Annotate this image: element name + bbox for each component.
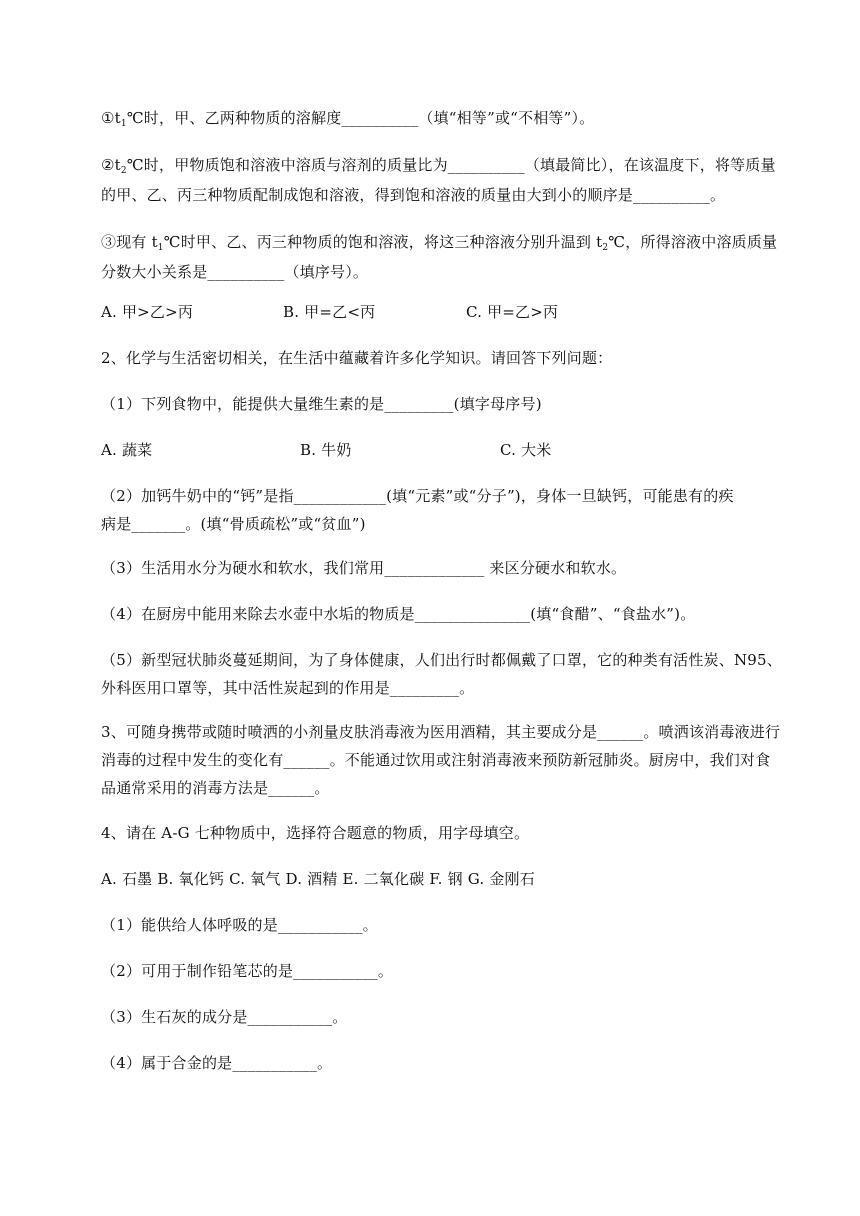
q2-sub3: （3）生活用水分为硬水和软水，我们常用_____________ 来区分硬水和软水。 xyxy=(101,559,627,577)
q3-line1: 3、可随身携带或随时喷洒的小剂量皮肤消毒液为医用酒精，其主要成分是______。喷洒该消毒液进行 xyxy=(101,723,781,741)
subscript-2: 2 xyxy=(602,243,609,253)
q1-part3-text: ℃时甲、乙、丙三种物质的饱和溶液，将这三种溶液分别升温到 t xyxy=(163,233,603,251)
q4-options: A. 石墨 B. 氧化钙 C. 氧气 D. 酒精 E. 二氧化碳 F. 钢 G. 金刚石 xyxy=(101,870,535,888)
q1-options xyxy=(101,302,701,322)
q4-sub4: （4）属于合金的是___________。 xyxy=(101,1054,333,1072)
q4-stem: 4、请在 A-G 七种物质中，选择符合题意的物质，用字母填空。 xyxy=(101,824,530,842)
q1-part1 xyxy=(101,108,594,131)
q1-option-a: A. 甲>乙>丙 xyxy=(101,303,194,321)
q1-part3-prefix: ③现有 t xyxy=(101,233,158,251)
q4-sub2: （2）可用于制作铅笔芯的是___________。 xyxy=(101,962,394,980)
q4-sub1: （1）能供给人体呼吸的是___________。 xyxy=(101,916,378,934)
q1-option-b: B. 甲=乙<丙 xyxy=(283,303,376,321)
q1-part2-line1 xyxy=(101,155,776,178)
q1-part1-text: ℃时，甲、乙两种物质的溶解度__________（填“相等”或“不相等”）。 xyxy=(126,109,595,127)
q3-line3: 品通常采用的消毒方法是______。 xyxy=(101,779,330,797)
q2-sub5-line1: （5）新型冠状肺炎蔓延期间，为了身体健康，人们出行时都佩戴了口罩，它的种类有活性炭、N95、 xyxy=(101,651,782,669)
q1-part3-line1 xyxy=(101,232,777,255)
q1-part2-prefix: ②t xyxy=(101,156,121,174)
q2-sub2-line1: （2）加钙牛奶中的“钙”是指____________(填“元素”或“分子”)，身体一旦缺钙，可能患有的疾 xyxy=(101,487,734,505)
q3-line2: 消毒的过程中发生的变化有______。不能通过饮用或注射消毒液来预防新冠肺炎。厨房中，我们对食 xyxy=(101,751,771,769)
subscript-1: 1 xyxy=(120,119,127,129)
q2-sub1-options xyxy=(101,440,701,460)
q2-sub2-line2: 病是_______。(填“骨质疏松”或“贫血”) xyxy=(101,515,366,533)
q2-sub5-line2: 外科医用口罩等，其中活性炭起到的作用是_________。 xyxy=(101,679,475,697)
q1-option-c: C. 甲=乙>丙 xyxy=(466,303,559,321)
q4-sub3: （3）生石灰的成分是___________。 xyxy=(101,1008,348,1026)
q2-sub4: （4）在厨房中能用来除去水壶中水垢的物质是_______________(填“食醋”、“食盐水”)。 xyxy=(101,605,696,623)
q2-sub1: （1）下列食物中，能提供大量维生素的是_________(填字母序号) xyxy=(101,395,542,413)
q1-part1-prefix: ①t xyxy=(101,109,121,127)
q2-option-b: B. 牛奶 xyxy=(300,441,352,459)
subscript-1: 1 xyxy=(157,243,164,253)
q2-option-c: C. 大米 xyxy=(500,441,552,459)
q1-part2-line2: 的甲、乙、丙三种物质配制成饱和溶液，得到饱和溶液的质量由大到小的顺序是__________。 xyxy=(101,186,726,204)
q2-option-a: A. 蔬菜 xyxy=(101,441,153,459)
q2-stem: 2、化学与生活密切相关，在生活中蕴藏着许多化学知识。请回答下列问题： xyxy=(101,349,613,367)
subscript-2: 2 xyxy=(120,166,127,176)
q1-part3-line2: 分数大小关系是__________（填序号）。 xyxy=(101,263,369,281)
q1-part2-text: ℃时，甲物质饱和溶液中溶质与溶剂的质量比为__________（填最简比），在该温度下，将等质量 xyxy=(126,156,776,174)
q1-part3-text2: ℃，所得溶液中溶质质量 xyxy=(608,233,778,251)
